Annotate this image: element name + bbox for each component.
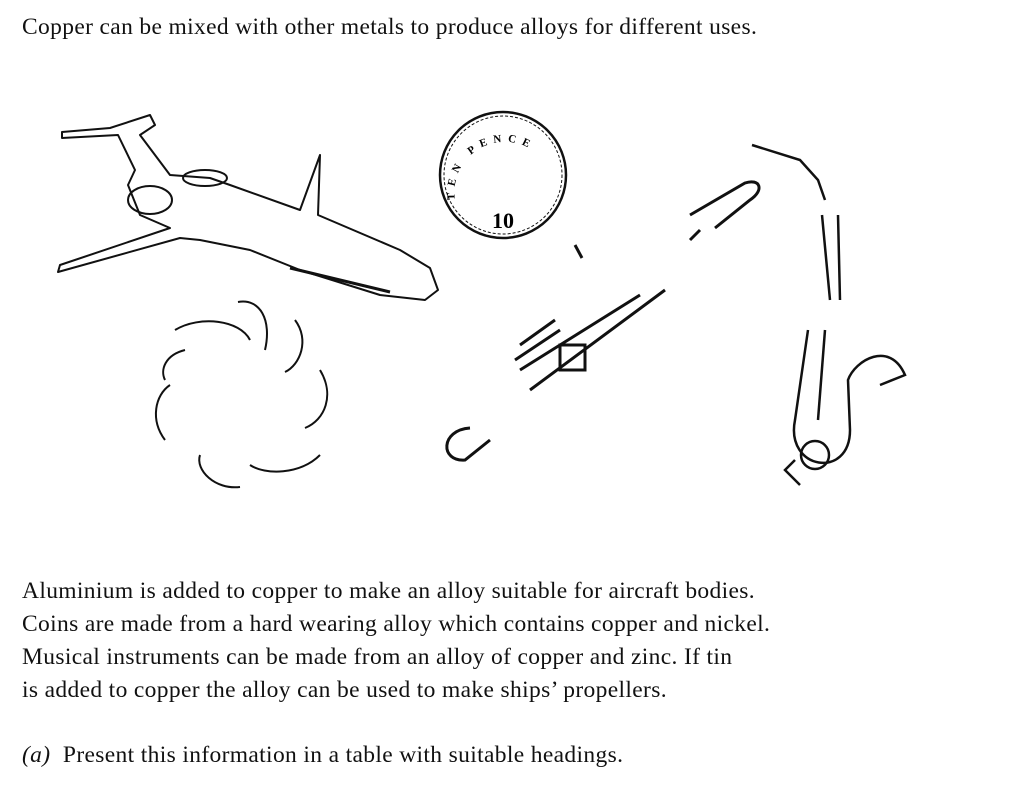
saxophone-illustration <box>752 145 905 485</box>
coin-illustration <box>440 112 566 238</box>
paragraph-line: Coins are made from a hard wearing alloy which contains copper and nickel. <box>22 611 771 637</box>
svg-text:TEN PENCE <box>445 133 537 201</box>
paragraph-line: Musical instruments can be made from an alloy of copper and zinc. If tin <box>22 644 733 670</box>
paragraph-line: is added to copper the alloy can be used to make ships’ propellers. <box>22 677 667 703</box>
propeller-illustration <box>156 302 327 488</box>
coin-value: 10 <box>492 208 514 233</box>
aircraft-illustration <box>58 115 438 300</box>
question-a <box>22 742 623 769</box>
paragraph-line: Aluminium is added to copper to make an alloy suitable for aircraft bodies. <box>22 578 756 604</box>
coin-rim-text: TEN PENCE <box>445 132 538 201</box>
question-text: Present this information in a table with suitable headings. <box>62 742 624 768</box>
intro-text: Copper can be mixed with other metals to produce alloys for different uses. <box>22 14 758 40</box>
question-label: (a) <box>22 742 51 768</box>
